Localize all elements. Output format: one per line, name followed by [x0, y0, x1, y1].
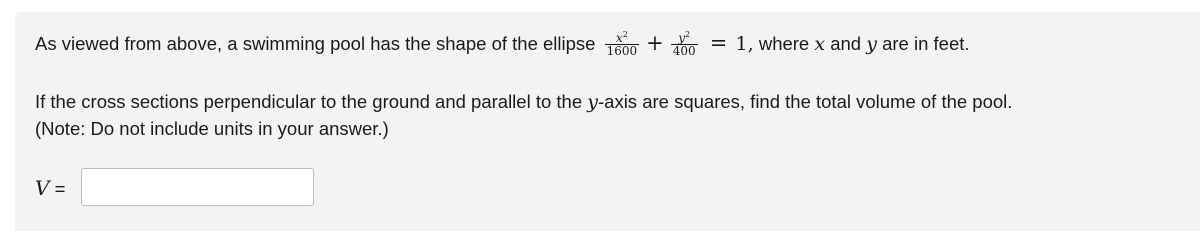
var-y: y — [866, 33, 877, 55]
question-panel — [15, 12, 1200, 231]
where-text: where — [758, 33, 810, 54]
fraction-x-term — [605, 29, 640, 58]
fraction-x-denominator: 1600 — [606, 43, 638, 58]
note-line — [35, 115, 389, 142]
plus-sign: + — [646, 31, 664, 55]
fraction-y-term — [671, 29, 698, 58]
fraction-y-exponent: 2 — [685, 29, 691, 39]
fraction-x-numerator: x — [615, 30, 623, 45]
answer-label — [35, 176, 65, 200]
fraction-y-numerator: y — [678, 30, 686, 45]
axis-var: y — [587, 91, 598, 113]
and-text: and — [830, 33, 862, 54]
intro-text: As viewed from above, a swimming pool has the shape of the ellipse — [35, 33, 596, 54]
equals-sign: = — [709, 31, 728, 55]
cross-section-text-2: -axis are squares, find the total volume of the pool. — [598, 91, 1013, 112]
cross-section-text-1: If the cross sections perpendicular to the ground and parallel to the — [35, 91, 583, 112]
units-text: are in feet. — [882, 33, 970, 54]
var-x: x — [814, 33, 826, 55]
fraction-y-denominator: 400 — [672, 43, 696, 58]
fraction-x-exponent: 2 — [622, 29, 628, 39]
question-ellipse-line — [35, 30, 970, 60]
cross-section-line — [35, 88, 1012, 116]
answer-variable: V — [35, 176, 50, 200]
ellipse-rhs: 1, — [735, 33, 754, 55]
answer-input[interactable] — [81, 168, 314, 206]
answer-equals: = — [54, 178, 66, 199]
note-text: (Note: Do not include units in your answer.) — [35, 118, 389, 139]
